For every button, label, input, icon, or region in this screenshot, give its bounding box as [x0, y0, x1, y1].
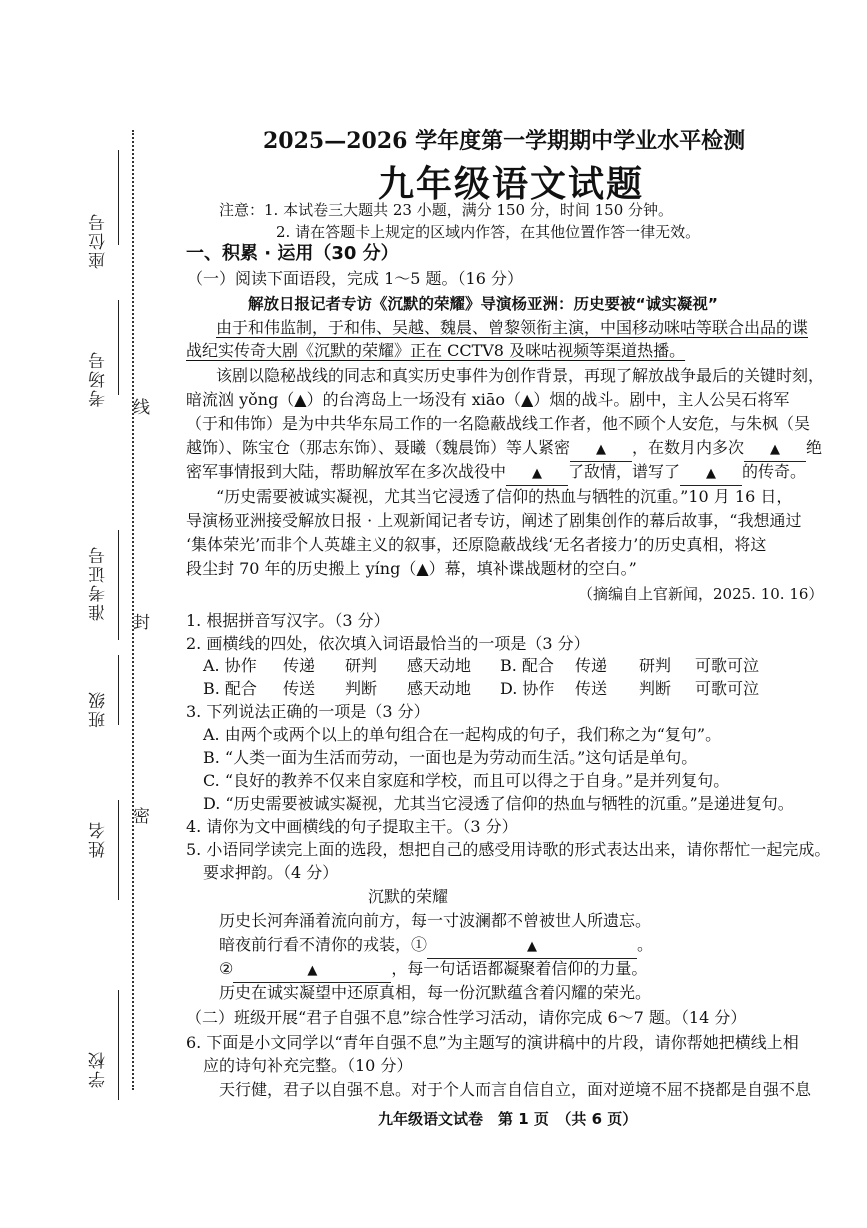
q3-option-c[interactable]: C. “良好的教养不仅来自家庭和学校，而且可以得之于自身。”是并列复句。: [203, 771, 730, 790]
text-fragment: 的传奇。: [742, 462, 807, 481]
option-word: D. 协作: [500, 679, 555, 698]
blank-triangle-icon: ▲: [596, 442, 607, 457]
part-two-heading: （二）班级开展“君子自强不息”综合性学习活动，请你完成 6～7 题。（14 分）: [186, 1008, 747, 1027]
text-fragment: 了敌情，谱写了: [568, 462, 681, 481]
text-fragment: ，每一句话语都凝聚着信仰的力量。: [391, 959, 648, 978]
option-word: 可歌可泣: [695, 656, 760, 675]
option-word: 传递: [575, 656, 608, 675]
answer-blank[interactable]: [570, 437, 632, 462]
poem-line-2: [219, 934, 653, 959]
school-label: 学校: [89, 1050, 109, 1088]
paragraph-line: 该剧以隐秘战线的同志和真实历史事件为创作背景，再现了解放战争最后的关键时刻，: [216, 366, 825, 385]
question-5-requirement: 要求押韵。（4 分）: [203, 863, 339, 882]
question-4: 4. 请你为文中画横线的句子提取主干。（3 分）: [186, 817, 518, 836]
poem-line-3: [219, 958, 647, 983]
answer-blank[interactable]: [744, 437, 806, 462]
text-fragment: ，在数月内多次: [632, 438, 745, 457]
paragraph-line: “历史需要被诚实凝视，尤其当它浸透了信仰的热血与牺牲的沉重。”10 月 16 日，: [216, 487, 793, 506]
poem-line-4: 历史在诚实凝望中还原真相，每一份沉默蕴含着闪耀的荣光。: [219, 983, 652, 1002]
q3-option-d[interactable]: D. “历史需要被诚实凝视，尤其当它浸透了信仰的热血与牺牲的沉重。”是递进复句。: [203, 794, 794, 813]
ticket-number-label: 准考证号: [89, 545, 109, 621]
speech-excerpt: 天行健，君子以自强不息。对于个人而言自信自立，面对逆境不屈不挠都是自强不息: [219, 1080, 812, 1099]
seat-number-label: 座位号: [89, 212, 109, 269]
poem-line-1: 历史长河奔涌着流向前方，每一寸波澜都不曾被世人所遗忘。: [219, 911, 652, 930]
q3-option-b[interactable]: B. “人类一面为生活而劳动，一面也是为劳动而生活。”这句话是单句。: [203, 748, 698, 767]
answer-blank[interactable]: [680, 461, 742, 486]
blank-triangle-icon: ▲: [706, 466, 717, 481]
section-heading: 一、积累 · 运用（30 分）: [186, 243, 399, 264]
class-field[interactable]: [118, 655, 119, 725]
seal-text-line: 线: [133, 398, 150, 418]
option-word: 传送: [575, 679, 608, 698]
question-2: 2. 画横线的四处，依次填入词语最恰当的一项是（3 分）: [186, 634, 590, 653]
seal-text-seal: 封: [133, 613, 150, 633]
q2-option-d[interactable]: [500, 678, 759, 700]
underlined-sentence-1: 由于和伟监制，于和伟、吴越、魏晨、曾黎领衔主演，中国移动咪咕等联合出品的谍: [216, 318, 809, 337]
text-fragment: 密军事情报到大陆，帮助解放军在多次战役中: [186, 462, 507, 481]
question-5: 5. 小语同学读完上面的选段，想把自己的感受用诗歌的形式表达出来，请你帮忙一起完成。: [186, 840, 831, 859]
notice-line-1: 注意：1. 本试卷三大题共 23 小题，满分 150 分，时间 150 分钟。: [219, 201, 674, 219]
q3-option-a[interactable]: A. 由两个或两个以上的单句组合在一起构成的句子，我们称之为“复句”。: [203, 725, 722, 744]
exam-room-label: 考场号: [89, 350, 109, 407]
name-label: 姓名: [89, 820, 109, 858]
seat-number-field[interactable]: [118, 150, 119, 245]
poem-title: 沉默的荣耀: [368, 887, 449, 906]
question-3: 3. 下列说法正确的一项是（3 分）: [186, 702, 430, 721]
exam-title: 2025—2026 学年度第一学期期中学业水平检测: [263, 128, 746, 154]
paragraph-line-with-blanks: [186, 461, 806, 486]
class-label: 班级: [89, 690, 109, 728]
answer-blank[interactable]: [506, 461, 568, 486]
paragraph-line-with-blanks: [186, 437, 822, 462]
option-word: 传送: [283, 679, 316, 698]
question-6-cont: 应的诗句补充完整。（10 分）: [203, 1056, 413, 1075]
exam-subject-title: 九年级语文试题: [378, 164, 645, 205]
paragraph-line: 导演杨亚洲接受解放日报 · 上观新闻记者专访，阐述了剧集创作的幕后故事，“我想通过: [186, 511, 802, 530]
option-word: A. 协作: [203, 656, 257, 675]
option-word: 判断: [639, 679, 672, 698]
poem-blank-1[interactable]: [427, 934, 637, 959]
underlined-sentence-2: 战纪实传奇大剧《沉默的荣耀》正在 CCTV8 及咪咕视频等渠道热播。: [186, 341, 686, 360]
option-word: 研判: [345, 656, 378, 675]
option-word: 判断: [345, 679, 378, 698]
text-fragment: ②: [219, 959, 234, 978]
blank-triangle-icon: ▲: [532, 466, 543, 481]
part-one-heading: （一）阅读下面语段，完成 1～5 题。（16 分）: [187, 269, 523, 288]
paragraph-line: ‘集体荣光’而非个人英雄主义的叙事，还原隐蔽战线‘无名者接力’的历史真相，将这: [186, 535, 767, 554]
q2-option-b[interactable]: [500, 655, 759, 677]
option-word: B. 配合: [203, 679, 257, 698]
source-citation: （摘编自上官新闻，2025. 10. 16）: [578, 585, 824, 603]
question-1: 1. 根据拼音写汉字。（3 分）: [186, 611, 390, 630]
text-fragment: 越饰）、陈宝仓（那志东饰）、聂曦（魏晨饰）等人紧密: [186, 438, 571, 457]
text-fragment: 绝: [806, 438, 823, 457]
page-footer: 九年级语文试卷 第 1 页 （共 6 页）: [378, 1110, 638, 1128]
paragraph-line: 段尘封 70 年的历史搬上 yíng（▲）幕，填补谍战题材的空白。”: [186, 559, 637, 578]
seal-text-secret: 密: [133, 807, 150, 827]
school-field[interactable]: [118, 990, 119, 1100]
option-word: 研判: [639, 656, 672, 675]
ticket-number-field[interactable]: [118, 530, 119, 640]
option-word: 可歌可泣: [695, 679, 760, 698]
blank-triangle-icon: ▲: [527, 939, 538, 954]
option-word: 感天动地: [407, 679, 472, 698]
blank-triangle-icon: ▲: [770, 442, 781, 457]
text-fragment: 暗夜前行看不清你的戎装，①: [219, 935, 428, 954]
question-6: 6. 下面是小文同学以“青年自强不息”为主题写的演讲稿中的片段，请你帮她把横线上相: [186, 1033, 799, 1052]
exam-room-field[interactable]: [118, 300, 119, 395]
blank-triangle-icon: ▲: [307, 963, 318, 978]
option-word: 感天动地: [407, 656, 472, 675]
paragraph-line: （于和伟饰）是为中共华东局工作的一名隐蔽战线工作者，他不顾个人安危，与朱枫（吴: [186, 414, 811, 433]
option-word: 传递: [283, 656, 316, 675]
q2-option-a[interactable]: [203, 655, 504, 677]
news-title: 解放日报记者专访《沉默的荣耀》导演杨亚洲：历史要被“诚实凝视”: [248, 295, 718, 313]
text-fragment: 。: [637, 935, 654, 954]
notice-line-2: 2. 请在答题卡上规定的区域内作答，在其他位置作答一律无效。: [276, 223, 701, 241]
poem-blank-2[interactable]: [233, 958, 391, 983]
option-word: B. 配合: [500, 656, 554, 675]
paragraph-line: 暗流汹 yǒng（▲）的台湾岛上一场没有 xiāo（▲）烟的战斗。剧中，主人公吴石将军: [186, 390, 790, 409]
name-field[interactable]: [118, 800, 119, 900]
q2-option-c[interactable]: [203, 678, 504, 700]
